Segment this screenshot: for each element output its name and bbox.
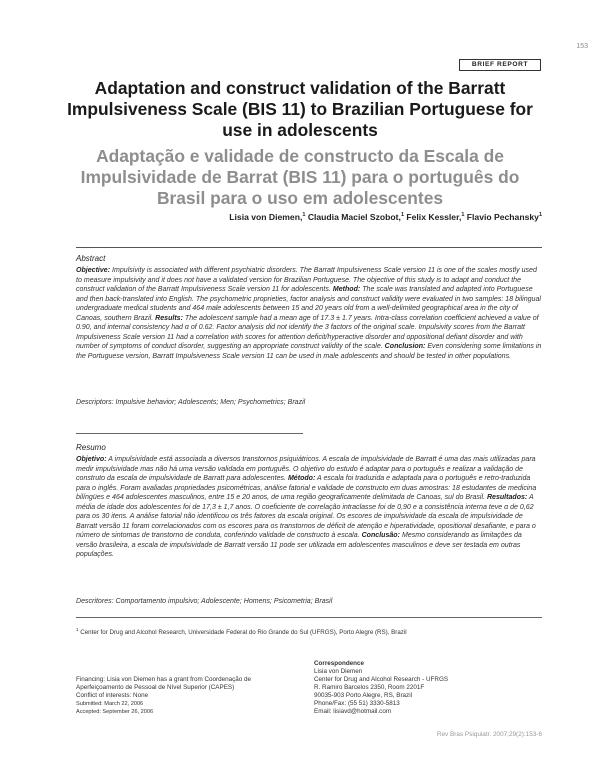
abstract-method-label: Method: bbox=[332, 286, 361, 293]
resumo-heading: Resumo bbox=[76, 443, 106, 452]
correspondence-institution: Center for Drug and Alcohol Research - UFRGS bbox=[314, 676, 449, 683]
author-name: Claudia Maciel Szobot, bbox=[307, 212, 401, 222]
article-title-english: Adaptation and construct validation of the Barratt Impulsiveness Scale (BIS 11) to Brazilian Portuguese for use in adolescents bbox=[67, 78, 533, 140]
correspondence-name: Lisia von Diemen bbox=[314, 668, 363, 675]
resumo-resultados-label: Resultados: bbox=[486, 494, 528, 501]
correspondence-city: 90035-903 Porto Alegre, RS, Brazil bbox=[314, 692, 413, 699]
page-number: 153 bbox=[576, 43, 588, 50]
resumo-descritores: Descritores: Comportamento impulsivo; Adolescente; Homens; Psicometria; Brasil bbox=[76, 598, 333, 605]
resumo-metodo: A escala foi traduzida e adaptada para o português e retro-traduzida para o inglês. Foram avaliadas propriedades psicométricas, análise fatorial e validade de constructo em duas amostras: 18 estudantes de medicina bilíngües e 464 adolescentes masculinos, entre 15 e 20 anos, de uma região geograficamente delimitada de Canoas, sul do Brasil. bbox=[76, 475, 537, 501]
funding-block bbox=[76, 676, 276, 716]
footnote-divider bbox=[76, 617, 542, 618]
correspondence-email: Email: lisiavd@hotmail.com bbox=[314, 708, 392, 715]
resumo-metodo-label: Método: bbox=[287, 475, 316, 482]
article-title-portuguese: Adaptação e validade de constructo da Escala de Impulsividade de Barrat (BIS 11) para o português do Brasil para o uso em adolescentes bbox=[80, 146, 520, 208]
author-affiliation-mark: 1 bbox=[538, 212, 542, 219]
abstract-results: The adolescent sample had a mean age of 17.3 ± 1.7 years. Intra-class correlation coefficient achieved a value of 0.90, and internal consistency had α of 0.62. Factor analysis did not identify the 3 factors of the original scale. Impulsivity scores from the Barratt Impulsiveness Scale version 11 had a correlation with scores for attention deficit/hyperactive disorder and oppositional defiant disorder and with number of symptoms of conduct disorder, suggesting an appropriate construct validity of the scale. bbox=[76, 314, 539, 350]
abstract-conclusion-label: Conclusion: bbox=[384, 343, 426, 350]
author-list bbox=[229, 212, 542, 222]
author-affiliation-mark: 1 bbox=[461, 212, 465, 219]
submitted-date: Submitted: March 22, 2006 bbox=[76, 701, 144, 707]
section-badge: BRIEF REPORT bbox=[459, 59, 541, 71]
header-divider bbox=[76, 247, 542, 248]
conflict-note: Conflict of interests: None bbox=[76, 692, 149, 699]
journal-citation: Rev Bras Psiquiatr. 2007;29(2):153-6 bbox=[436, 731, 542, 738]
correspondence-phone: Phone/Fax: (55 51) 3330-5813 bbox=[314, 700, 400, 707]
abstract-results-label: Results: bbox=[155, 314, 183, 322]
author-name: Flavio Pechansky bbox=[466, 212, 539, 222]
affiliation-text: Center for Drug and Alcohol Research, Universidade Federal do Rio Grande do Sul (UFRGS), Porto Alegre (RS), Brazil bbox=[80, 629, 407, 637]
correspondence-heading: Correspondence bbox=[314, 660, 365, 667]
correspondence-block bbox=[314, 660, 448, 716]
accepted-date: Accepted: September 26, 2006 bbox=[76, 709, 154, 715]
resumo-conclusao-label: Conclusão: bbox=[361, 532, 400, 539]
resumo-body bbox=[76, 455, 543, 560]
abstract-objective-label: Objective: bbox=[76, 267, 111, 274]
abstract-objective: Impulsivity is associated with different psychiatric disorders. The Barratt Impulsiveness Scale version 11 is one of the scales mostly used to measure impulsivity and it does not have a validated version for Brazilian Portuguese. The objective of this study is to adapt and conduct the construct validation of the Barratt Impulsiveness Scale version 11 for adolescents. bbox=[76, 267, 537, 293]
correspondence-address: R. Ramiro Barcelos 2350, Room 2201F bbox=[314, 684, 425, 691]
author-affiliation-mark: 1 bbox=[302, 212, 306, 219]
resumo-objetivo: A impulsividade está associada a diversos transtornos psiquiátricos. A escala de impulsividade de Barratt é uma das mais utilizadas para medir impulsividade mas não há uma versão validada em português. O objetivo do estudo é adaptar para o português e realizar a validação de construto da escala de impulsividade de Barratt para adolescentes. bbox=[76, 456, 536, 482]
author-name: Felix Kessler, bbox=[406, 212, 462, 222]
resumo-objetivo-label: Objetivo: bbox=[76, 456, 107, 463]
author-affiliation-mark: 1 bbox=[400, 212, 404, 219]
affiliation-mark: 1 bbox=[76, 627, 79, 632]
abstract-method: The scale was translated and adapted into Portuguese and then back-translated into English. The psychometric proprieties, factor analysis and construct validity were evaluated in two samples: 18 bilingual undergraduate medical students and 464 male adolescents between 15 and 20 years old from a well-delimited geographical area in the city of Canoas, southern Brazil. bbox=[76, 286, 541, 322]
abstract-conclusion: Even considering some limitations in the Portuguese version, Barratt Impulsiveness Scale version 11 can be used in male adolescents and should be tested in other populations. bbox=[76, 343, 542, 360]
abstract-heading: Abstract bbox=[76, 254, 106, 263]
resumo-resultados: A média de idade dos adolescentes foi de 17,3 ± 1,7 anos. O coeficiente de correlação intraclasse foi de 0,90 e a consistência interna teve α de 0,62 para os 30 itens. A análise fatorial não identificou os três fatores da escala original. Os escores de impulsividade da escala de impulsividade de Barratt versão 11 foram correlacionados com os escores para os transtornos de déficit de atenção e hiperatividade, opositional desafiante, e para o número de sintomas de transtorno de conduta, conferindo validade de constructo à escala. bbox=[76, 494, 536, 539]
resumo-conclusao: Mesmo considerando as limitações da versão brasileira, a escala de impulsividade de Barratt versão 11 pode ser utilizada em adolescentes masculinos e deve ser testada em outras populações. bbox=[76, 532, 522, 558]
section-divider bbox=[76, 433, 303, 434]
affiliation-footnote bbox=[76, 627, 407, 636]
abstract-descriptors: Descriptors: Impulsive behavior; Adolescents; Men; Psychometrics; Brazil bbox=[76, 399, 306, 406]
author-name: Lisia von Diemen, bbox=[229, 212, 303, 222]
financing-note: Financing: Lisia von Diemen has a grant from Coordenação de Aperfeiçoamento de Pessoal de Nível Superior (CAPES) bbox=[76, 676, 252, 691]
abstract-body bbox=[76, 266, 543, 361]
